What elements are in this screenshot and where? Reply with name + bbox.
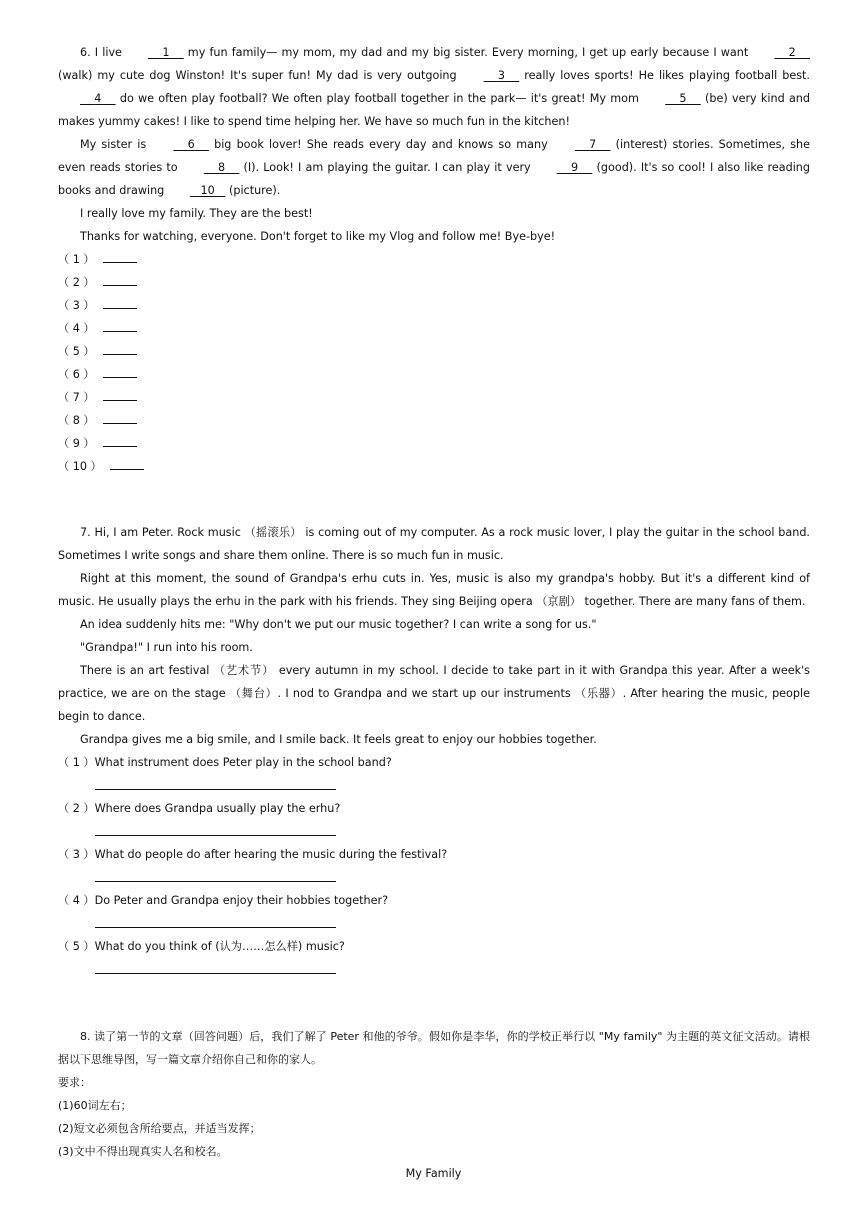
blank-4: 4: [94, 92, 102, 105]
text: big book lover! She reads every day and knows so many: [208, 138, 553, 151]
text: (be) very kind and makes yummy cakes! I like to spend time helping her. We have so much fun in the kitchen!: [58, 92, 810, 128]
blank-6: 6: [187, 138, 195, 151]
q7-question-2: （ 2 ）Where does Grandpa usually play the erhu?: [58, 802, 341, 815]
blank-8: 8: [218, 161, 226, 174]
q7-paragraph-5: There is an art festival （艺术节） every autumn in my school. I decide to take part in it with Grandpa this year. After a week's practice, we are on the stage （舞台）. I nod to Grandpa and we start up our instruments （乐器）. After hearing the music, people begin to dance.: [58, 664, 810, 723]
q7-question-1: （ 1 ）What instrument does Peter play in the school band?: [58, 756, 392, 769]
text: (good). It's so cool! I also like reading books and drawing: [58, 161, 810, 197]
blank-10: 10: [200, 184, 215, 197]
answer-row-8: [58, 409, 137, 432]
q7-paragraph-6: Grandpa gives me a big smile, and I smile back. It feels great to enjoy our hobbies together.: [80, 733, 597, 746]
q8-intro: 8. 读了第一节的文章（回答问题）后，我们了解了 Peter 和他的爷爷。假如你是李华，你的学校正举行以 "My family" 为主题的英文征文活动。请根据以下思维导图，写一篇文章介绍你自己和你的家人。: [58, 1030, 810, 1066]
q7-question-4: （ 4 ）Do Peter and Grandpa enjoy their hobbies together?: [58, 894, 389, 907]
answer-blank[interactable]: [103, 434, 137, 447]
answer-label: （ 10 ）: [58, 460, 102, 473]
blank-9: 9: [571, 161, 579, 174]
answer-row-10: [58, 455, 144, 478]
answer-row-4: [58, 317, 137, 340]
answer-label: （ 9 ）: [58, 437, 95, 450]
answer-row-2: [58, 271, 137, 294]
text: (I). Look! I am playing the guitar. I can play it very: [239, 161, 535, 174]
text: (walk) my cute dog Winston! It's super fun! My dad is very outgoing: [58, 69, 462, 82]
answer-row-9: [58, 432, 137, 455]
text: my fun family— my mom, my dad and my big sister. Every morning, I get up early because I want: [183, 46, 753, 59]
answer-blank[interactable]: [103, 296, 137, 309]
blank-2: 2: [788, 46, 796, 59]
answer-label: （ 3 ）: [58, 299, 95, 312]
answer-label: （ 6 ）: [58, 368, 95, 381]
q7-question-3: （ 3 ）What do people do after hearing the music during the festival?: [58, 848, 448, 861]
answer-blank[interactable]: [103, 388, 137, 401]
answer-line-2[interactable]: [95, 835, 336, 836]
q6-paragraph-2: [58, 133, 810, 202]
text: 6. I live: [80, 46, 127, 59]
answer-row-3: [58, 294, 137, 317]
answer-line-1[interactable]: [95, 789, 336, 790]
text: (interest) stories. Sometimes, she even reads stories to: [58, 138, 811, 174]
answer-blank[interactable]: [103, 365, 137, 378]
answer-line-4[interactable]: [95, 927, 336, 928]
essay-title: My Family: [405, 1167, 462, 1180]
q7-paragraph-3: An idea suddenly hits me: "Why don't we put our music together? I can write a song for us.": [80, 618, 597, 631]
answer-label: （ 8 ）: [58, 414, 95, 427]
answer-row-6: [58, 363, 137, 386]
answer-label: （ 5 ）: [58, 345, 95, 358]
answer-label: （ 2 ）: [58, 276, 95, 289]
q8-requirement-1: (1)60词左右；: [58, 1099, 132, 1112]
q7-paragraph-2: Right at this moment, the sound of Grandpa's erhu cuts in. Yes, music is also my grandpa's hobby. But it's a different kind of music. He usually plays the erhu in the park with his friends. They sing Beijing opera （京剧） together. There are many fans of them.: [58, 572, 810, 608]
q7-paragraph-1: 7. Hi, I am Peter. Rock music （摇滚乐） is coming out of my computer. As a rock music lover, I play the guitar in the school band. Sometimes I write songs and share them online. There is so much fun in music.: [58, 526, 810, 562]
blank-1: 1: [162, 46, 170, 59]
q6-paragraph-4: Thanks for watching, everyone. Don't forget to like my Vlog and follow me! Bye-bye!: [80, 230, 556, 243]
answer-blank[interactable]: [103, 319, 137, 332]
answer-row-7: [58, 386, 137, 409]
answer-blank[interactable]: [103, 273, 137, 286]
text: do we often play football? We often play football together in the park— it's great! My mom: [115, 92, 644, 105]
q7-paragraph-4: "Grandpa!" I run into his room.: [80, 641, 253, 654]
q7-question-5: （ 5 ）What do you think of (认为……怎么样) music?: [58, 940, 345, 953]
answer-blank[interactable]: [103, 411, 137, 424]
q8-requirements-title: 要求：: [58, 1076, 91, 1089]
answer-line-5[interactable]: [95, 973, 336, 974]
answer-line-3[interactable]: [95, 881, 336, 882]
answer-row-5: [58, 340, 137, 363]
answer-label: （ 7 ）: [58, 391, 95, 404]
answer-row-1: [58, 248, 137, 271]
text: (picture).: [225, 184, 281, 197]
blank-7: 7: [589, 138, 597, 151]
text: really loves sports! He likes playing football best.: [519, 69, 810, 82]
q8-requirement-2: (2)短文必须包含所给要点，并适当发挥；: [58, 1122, 261, 1135]
text: My sister is: [80, 138, 152, 151]
q8-requirement-3: (3)文中不得出现真实人名和校名。: [58, 1145, 228, 1158]
blank-3: 3: [497, 69, 506, 82]
answer-label: （ 4 ）: [58, 322, 95, 335]
q6-paragraph-3: I really love my family. They are the best!: [80, 207, 313, 220]
answer-label: （ 1 ）: [58, 253, 95, 266]
blank-5: 5: [679, 92, 687, 105]
answer-blank[interactable]: [103, 250, 137, 263]
q6-paragraph-1: [58, 41, 810, 133]
answer-blank[interactable]: [110, 457, 144, 470]
answer-blank[interactable]: [103, 342, 137, 355]
